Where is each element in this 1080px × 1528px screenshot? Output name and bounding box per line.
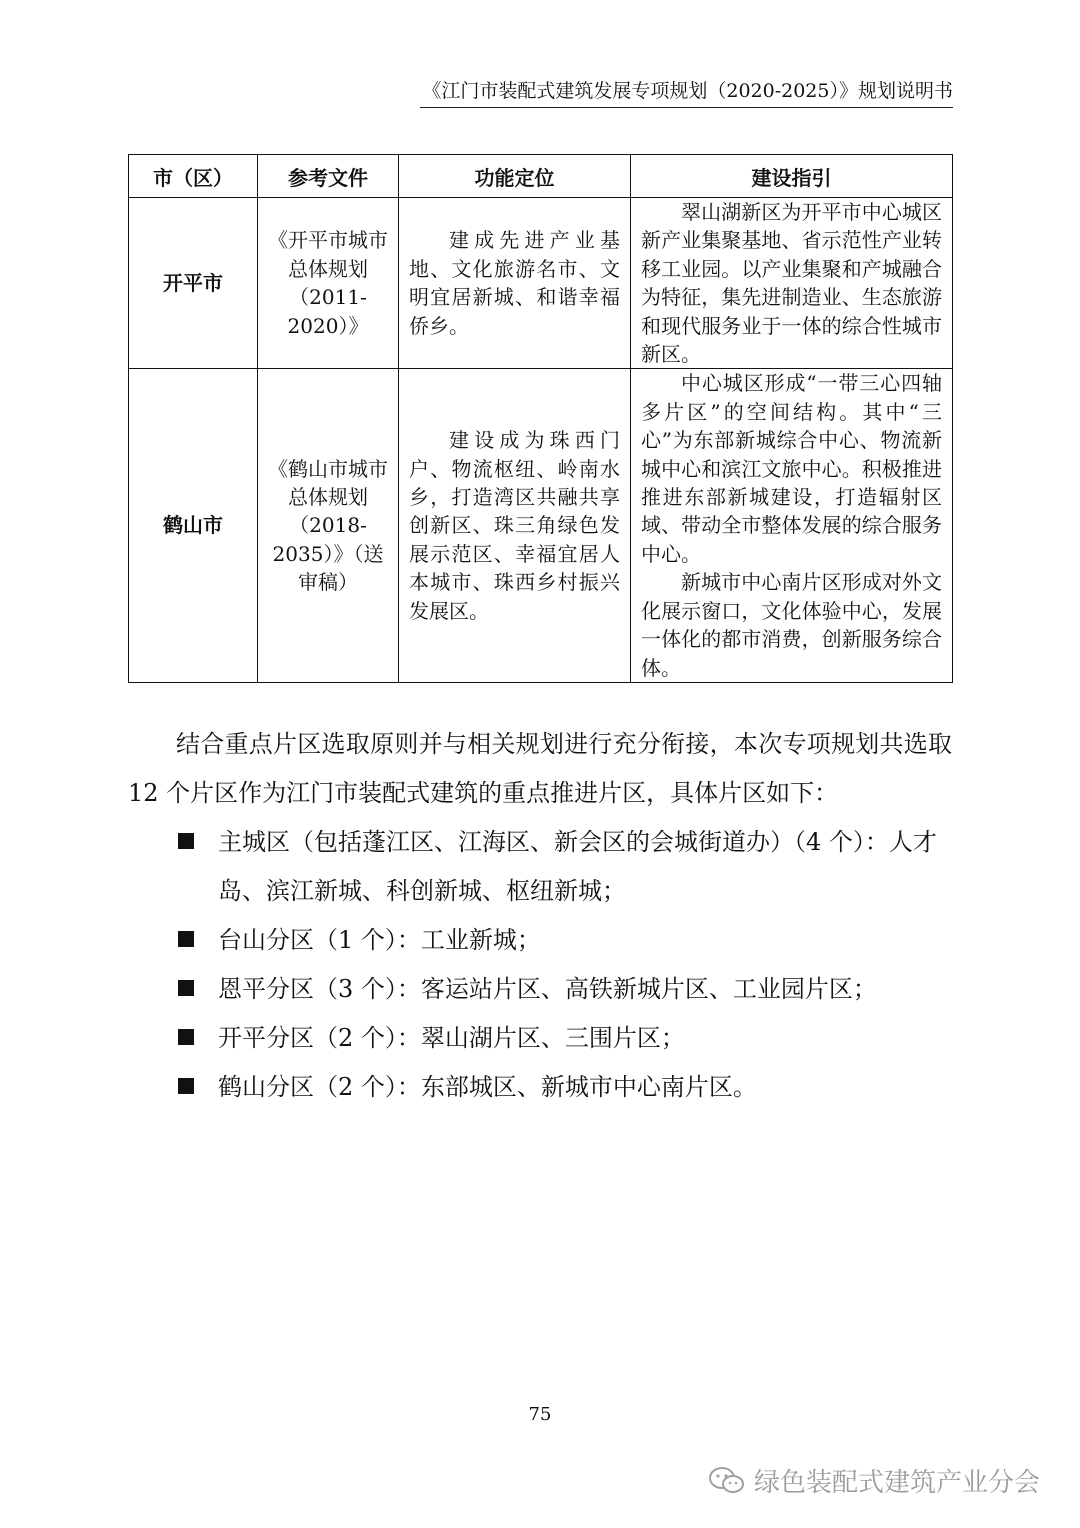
list-item-text: 鹤山分区（2 个）：东部城区、新城市中心南片区。 — [218, 1073, 757, 1101]
column-header: 建设指引 — [631, 155, 953, 198]
city-cell: 开平市 — [129, 198, 258, 369]
guidance-cell — [631, 369, 953, 682]
square-bullet-icon — [178, 931, 194, 947]
list-item — [178, 916, 958, 965]
list-item — [178, 818, 958, 916]
column-header: 市（区） — [129, 155, 258, 198]
page-number: 75 — [528, 1404, 552, 1425]
city-cell: 鹤山市 — [129, 369, 258, 682]
district-list — [178, 818, 958, 1112]
square-bullet-icon — [178, 1078, 194, 1094]
list-item-text: 开平分区（2 个）：翠山湖片区、三围片区； — [218, 1024, 685, 1052]
list-item-text: 恩平分区（3 个）：客运站片区、高铁新城片区、工业园片区； — [218, 975, 877, 1003]
body-section — [128, 720, 952, 818]
table-header-row — [129, 155, 953, 198]
watermark-text: 绿色装配式建筑产业分会 — [754, 1468, 1041, 1498]
table-row — [129, 198, 953, 369]
function-cell: 建成先进产业基地、文化旅游名市、文明宜居新城、和谐幸福侨乡。 — [399, 198, 631, 369]
square-bullet-icon — [178, 833, 194, 849]
planning-table — [128, 154, 953, 683]
table-row — [129, 369, 953, 682]
guidance-paragraph: 中心城区形成“一带三心四轴多片区”的空间结构。其中“三心”为东部新城综合中心、物流新城中心和滨江文旅中心。积极推进推进东部新城建设，打造辐射区域、带动全市整体发展的综合服务中心。 — [641, 371, 942, 566]
list-item — [178, 1063, 958, 1112]
function-cell: 建设成为珠西门户、物流枢纽、岭南水乡，打造湾区共融共享创新区、珠三角绿色发展示范区、幸福宜居人本城市、珠西乡村振兴发展区。 — [399, 369, 631, 682]
watermark — [708, 1462, 1040, 1499]
list-item — [178, 965, 958, 1014]
reference-cell: 《开平市城市总体规划（2011-2020）》 — [258, 198, 399, 369]
square-bullet-icon — [178, 1029, 194, 1045]
list-item — [178, 1014, 958, 1063]
guidance-paragraph: 新城市中心南片区形成对外文化展示窗口，文化体验中心，发展一体化的都市消费，创新服务综合体。 — [641, 570, 942, 680]
list-item-text: 主城区（包括蓬江区、江海区、新会区的会城街道办）（4 个）：人才岛、滨江新城、科创新城、枢纽新城； — [218, 828, 937, 905]
document-header: 《江门市装配式建筑发展专项规划（2020-2025）》规划说明书 — [420, 78, 953, 108]
column-header: 参考文件 — [258, 155, 399, 198]
square-bullet-icon — [178, 980, 194, 996]
body-paragraph: 结合重点片区选取原则并与相关规划进行充分衔接，本次专项规划共选取 12 个片区作为江门市装配式建筑的重点推进片区，具体片区如下： — [128, 730, 952, 807]
column-header: 功能定位 — [399, 155, 631, 198]
guidance-cell — [631, 198, 953, 369]
wechat-icon — [708, 1465, 746, 1497]
guidance-paragraph: 翠山湖新区为开平市中心城区新产业集聚基地、省示范性产业转移工业园。以产业集聚和产城融合为特征，集先进制造业、生态旅游和现代服务业于一体的综合性城市新区。 — [641, 200, 942, 367]
reference-cell: 《鹤山市城市总体规划（2018-2035）》（送审稿） — [258, 369, 399, 682]
list-item-text: 台山分区（1 个）：工业新城； — [218, 926, 541, 954]
